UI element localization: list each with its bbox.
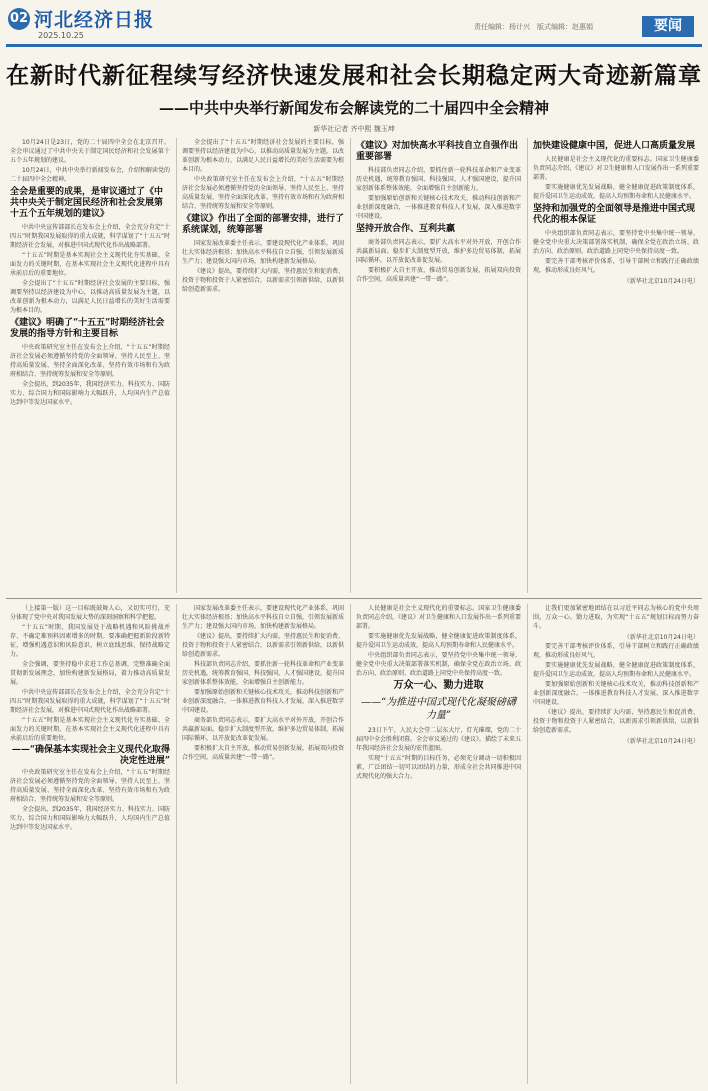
body-paragraph: 科技部负责同志介绍，要抓住新一轮科技革命和产业变革历史机遇，统筹教育强国、科技强国、人才强国建设，提升国家创新体系整体效能，全面增强自主创新能力。 <box>356 167 521 192</box>
body-paragraph: 国家发展改革委主任表示，要建设现代化产业体系，巩固壮大实体经济根基；加快高水平科技自立自强，引领发展新质生产力；建设强大国内市场，加快构建新发展格局。 <box>182 240 344 265</box>
masthead-rule <box>6 44 702 47</box>
section-heading: 《建议》对加快高水平科技自立自强作出重要部署 <box>356 141 519 162</box>
body-paragraph: 中央组织部负责同志表示，要坚持党中央集中统一领导，健全党中央重大决策部署落实机制，确保全党在政治立场、政治方向、政治原则、政治道路上同党中央保持高度一致。 <box>533 230 699 255</box>
body-paragraph: 全会提出，到2035年，我国经济实力、科技实力、国防实力、综合国力和国际影响力大幅跃升，人均国内生产总值达到中等发达国家水平。 <box>10 806 170 831</box>
body-paragraph: 科技部负责同志介绍，要抓住新一轮科技革命和产业变革历史机遇，统筹教育强国、科技强国、人才强国建设，提升国家创新体系整体效能，全面增强自主创新能力。 <box>182 661 344 686</box>
body-paragraph: 国家发展改革委主任表示，要建设现代化产业体系，巩固壮大实体经济根基；加快高水平科技自立自强，引领发展新质生产力；建设强大国内市场，加快构建新发展格局。 <box>182 605 344 630</box>
body-paragraph: 要实施健康优先发展战略，健全健康促进政策制度体系，提升爱国卫生运动成效，提高人均预期寿命和人民健康水平。 <box>533 184 699 200</box>
subheadline: ——中共中央举行新闻发布会解读党的二十届四中全会精神 <box>158 99 549 117</box>
section-heading: 《建议》明确了“十五五”时期经济社会发展的指导方针和主要目标 <box>10 318 165 339</box>
body-paragraph: “十五五”时期，我国发展处于战略机遇和风险挑战并存、不确定难预料因素增多的时期。要准确把握新阶段新特征，增强机遇意识和风险意识，树立底线思维，保持战略定力。 <box>10 624 170 658</box>
column-divider <box>350 604 351 1084</box>
body-paragraph: 中共中央宣传部部长在发布会上介绍，全会充分肯定“十四五”时期我国发展取得的重大成就，科学谋划了“十五五”时期经济社会发展，对推进中国式现代化作出战略部署。 <box>10 689 170 714</box>
page-number: 02 <box>8 8 30 30</box>
byline: 新华社记者 齐中熙 魏玉坤 <box>313 125 395 133</box>
body-paragraph: 要实施健康优先发展战略，健全健康促进政策制度体系，提升爱国卫生运动成效，提高人均预期寿命和人民健康水平。 <box>356 633 521 649</box>
headline: 在新时代新征程续写经济快速发展和社会长期稳定两大奇迹新篇章 <box>6 62 702 89</box>
column-divider <box>527 604 528 1084</box>
body-paragraph: 要加强原始创新和关键核心技术攻关，推动科技创新和产业创新深度融合，一体推进教育科技人才发展，深入推进数字中国建设。 <box>182 689 344 714</box>
intro-paragraph: 10月24日是23日，党的二十届四中全会在北京召开，全会审议通过了中共中央关于制定国民经济和社会发展第十五个五年规划的建议。 <box>10 139 170 164</box>
body-paragraph: 全会提出，到2035年，我国经济实力、科技实力、国防实力、综合国力和国际影响力大幅跃升，人均国内生产总值达到中等发达国家水平。 <box>10 381 170 406</box>
body-paragraph: 要完善干部考核评价体系，引导干部树立和践行正确政绩观，推动形成良好风气。 <box>533 643 699 659</box>
section-heading: 全会是重要的成果，是审议通过了《中共中央关于制定国民经济和社会发展第十五个五年规划的建议》 <box>10 187 164 219</box>
body-paragraph: 要完善干部考核评价体系，引导干部树立和践行正确政绩观，推动形成良好风气。 <box>533 258 699 274</box>
section-divider <box>6 598 702 599</box>
opinion-subtitle: ——“为推进中国式现代化凝聚磅礴力量” <box>360 697 517 721</box>
section-tag[interactable]: 要闻 <box>642 16 694 37</box>
body-paragraph: 让我们更加紧密地团结在以习近平同志为核心的党中央周围，万众一心、勠力进取，为实现“十五五”规划目标而努力奋斗。 <box>533 605 699 630</box>
top-column-2 <box>182 138 344 593</box>
section-heading: 加快建设健康中国，促进人口高质量发展 <box>533 141 696 151</box>
body-paragraph: 要积极扩大自主开放，推动贸易创新发展，拓展双向投资合作空间，高质量共建“一带一路”。 <box>182 745 344 761</box>
body-paragraph: 要加强原始创新和关键核心技术攻关，推动科技创新和产业创新深度融合，一体推进教育科技人才发展，深入推进数字中国建设。 <box>533 681 699 706</box>
body-paragraph: 要实施健康优先发展战略，健全健康促进政策制度体系，提升爱国卫生运动成效，提高人均预期寿命和人民健康水平。 <box>533 662 699 678</box>
bottom-column-1 <box>10 604 170 1084</box>
body-paragraph: 人民健康是社会主义现代化的重要标志。国家卫生健康委负责同志介绍，《建议》对卫生健康和人口发展作出一系列重要部署。 <box>356 605 521 630</box>
body-paragraph: 全会强调，要坚持稳中求进工作总基调，完整准确全面贯彻新发展理念，加快构建新发展格局，着力推动高质量发展。 <box>10 661 170 686</box>
bottom-column-4 <box>533 604 699 1084</box>
top-column-3 <box>356 138 521 593</box>
top-column-4 <box>533 138 699 593</box>
body-paragraph: 人民健康是社会主义现代化的重要标志。国家卫生健康委负责同志介绍，《建议》对卫生健康和人口发展作出一系列重要部署。 <box>533 156 699 181</box>
paper-name: 河北经济日报 <box>34 9 155 31</box>
body-paragraph: 商务部负责同志表示，要扩大高水平对外开放，开创合作共赢新局面。稳步扩大制度型开放，维护多边贸易体制，拓展国际循环，以开放促改革促发展。 <box>182 717 344 742</box>
body-paragraph: “十五五”时期是基本实现社会主义现代化夯实基础、全面发力的关键时期，在基本实现社会主义现代化进程中具有承前启后的重要地位。 <box>10 252 170 277</box>
body-paragraph: 中央组织部负责同志表示，要坚持党中央集中统一领导，健全党中央重大决策部署落实机制，确保全党在政治立场、政治方向、政治原则、政治道路上同党中央保持高度一致。 <box>356 652 521 677</box>
source-note: （新华社北京10月24日电） <box>623 278 699 285</box>
source-note: （新华社北京10月24日电） <box>623 634 699 641</box>
column-divider <box>176 604 177 1084</box>
body-paragraph: 中央政策研究室主任在发布会上介绍，“十五五”时期经济社会发展必须遵循坚持党的全面领导、坚持人民至上、坚持高质量发展、坚持全面深化改革、坚持有效市场和有为政府相结合、坚持统筹发展和安全等原则。 <box>10 344 170 378</box>
body-paragraph: 全会提出了“十五五”时期经济社会发展的主要目标，强调要坚持以经济建设为中心，以推动高质量发展为主题，以改革创新为根本动力，以满足人民日益增长的美好生活需要为根本目的。 <box>10 280 170 314</box>
body-paragraph: 23日下午，人民大会堂二层东大厅，灯光璀璨，党的二十届四中全会胜利闭幕。全会审议通过的《建议》，描绘了未来五年我国经济社会发展的宏伟蓝图。 <box>356 727 521 752</box>
body-paragraph: 《建议》提出，要持续扩大内需，坚持惠民生和促消费、投资于物和投资于人紧密结合，以新需求引领新供给，以新供给创造新需求。 <box>182 633 344 658</box>
body-paragraph: 全会提出了“十五五”时期经济社会发展的主要目标，强调要坚持以经济建设为中心，以推动高质量发展为主题，以改革创新为根本动力，以满足人民日益增长的美好生活需要为根本目的。 <box>182 139 344 173</box>
editors-line: 责任编辑：杨计兴 版式编辑：赵惠娟 <box>474 23 593 31</box>
commentary-subtitle: ——“确保基本实现社会主义现代化取得决定性进展” <box>11 745 170 766</box>
body-paragraph: （上接第一版）这一目标既鼓舞人心，又切实可行，充分体现了党中央对我国发展大势的深刻洞察和科学把握。 <box>10 605 170 621</box>
body-paragraph: 实现“十五五”时期的目标任务，必须充分调动一切积极因素，广泛团结一切可以团结的力量，形成全社会共同推进中国式现代化的强大合力。 <box>356 755 521 780</box>
body-paragraph: 要积极扩大自主开放，推动贸易创新发展，拓展双向投资合作空间，高质量共建“一带一路”。 <box>356 267 521 283</box>
column-divider <box>527 138 528 593</box>
opinion-title: 万众一心、勠力进取 <box>393 680 484 691</box>
bottom-column-2 <box>182 604 344 1084</box>
intro-paragraph: 10月24日，中共中央举行新闻发布会，介绍和解读党的二十届四中全会精神。 <box>10 167 170 183</box>
body-paragraph: 《建议》提出，要持续扩大内需，坚持惠民生和促消费、投资于物和投资于人紧密结合，以新需求引领新供给，以新供给创造新需求。 <box>533 709 699 734</box>
body-paragraph: 中共中央宣传部部长在发布会上介绍，全会充分肯定“十四五”时期我国发展取得的重大成就，科学谋划了“十五五”时期经济社会发展，对推进中国式现代化作出战略部署。 <box>10 224 170 249</box>
body-paragraph: 中央政策研究室主任在发布会上介绍，“十五五”时期经济社会发展必须遵循坚持党的全面领导、坚持人民至上、坚持高质量发展、坚持全面深化改革、坚持有效市场和有为政府相结合、坚持统筹发展和安全等原则。 <box>10 769 170 803</box>
issue-date: 2025.10.25 <box>38 31 84 40</box>
section-heading: 坚持开放合作、互利共赢 <box>356 224 456 234</box>
source-note: （新华社北京10月24日电） <box>623 738 699 745</box>
bottom-column-3 <box>356 604 521 1084</box>
masthead <box>0 0 708 46</box>
column-divider <box>350 138 351 593</box>
body-paragraph: 《建议》提出，要持续扩大内需，坚持惠民生和促消费、投资于物和投资于人紧密结合，以新需求引领新供给，以新供给创造新需求。 <box>182 268 344 293</box>
body-paragraph: 中央政策研究室主任在发布会上介绍，“十五五”时期经济社会发展必须遵循坚持党的全面领导、坚持人民至上、坚持高质量发展、坚持全面深化改革、坚持有效市场和有为政府相结合、坚持统筹发展和安全等原则。 <box>182 176 344 210</box>
body-paragraph: 商务部负责同志表示，要扩大高水平对外开放，开创合作共赢新局面。稳步扩大制度型开放，维护多边贸易体制，拓展国际循环，以开放促改革促发展。 <box>356 239 521 264</box>
column-divider <box>176 138 177 593</box>
section-heading: 坚持和加强党的全面领导是推进中国式现代化的根本保证 <box>533 204 696 225</box>
top-column-1 <box>10 138 170 593</box>
body-paragraph: “十五五”时期是基本实现社会主义现代化夯实基础、全面发力的关键时期，在基本实现社会主义现代化进程中具有承前启后的重要地位。 <box>10 717 170 742</box>
body-paragraph: 要加强原始创新和关键核心技术攻关，推动科技创新和产业创新深度融合，一体推进教育科技人才发展，深入推进数字中国建设。 <box>356 195 521 220</box>
section-heading: 《建议》作出了全面的部署安排，进行了系统谋划，统筹部署 <box>182 214 344 235</box>
